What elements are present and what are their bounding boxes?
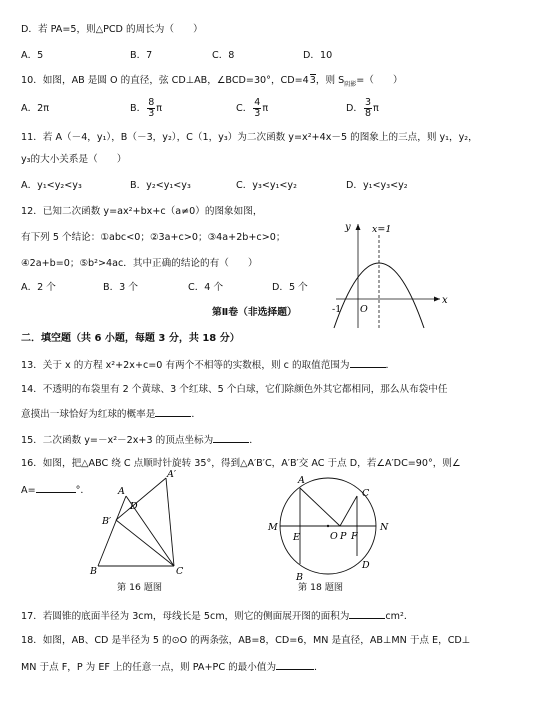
label-F: F <box>351 531 358 542</box>
q12-line-2: 有下列 5 个结论：①abc<0；②3a+c>0；③4a+2b+c>0； <box>21 232 286 243</box>
q10-option-d: D． $\frac{3}{8}$ π <box>346 96 379 119</box>
label-B: B <box>90 566 97 577</box>
q14-line-1: 14．不透明的布袋里有 2 个黄球、3 个红球、5 个白球，它们除颜色外其它都相同，那么从布袋中任 <box>21 384 448 395</box>
q12-line-1: 12．已知二次函数 y=ax²+bx+c（a≠0）的图象如图， <box>21 206 263 217</box>
label-D: D <box>130 501 138 512</box>
side-B1C <box>116 520 174 566</box>
q16-line-2: A= °． <box>21 485 90 496</box>
q11-option-a: A．y₁<y₂<y₃ <box>21 180 82 191</box>
label-M: M <box>268 522 278 533</box>
symmetry-axis-label: x=1 <box>372 224 392 235</box>
origin-label: O <box>360 304 368 315</box>
side-AB <box>98 496 126 566</box>
q18-figure-caption: 第 18 题图 <box>298 582 344 593</box>
q18-line-1: 18．如图，AB、CD 是半径为 5 的⊙O 的两条弦，AB=8，CD=6，MN 是直径，AB⊥MN 于点 E，CD⊥ <box>21 635 471 646</box>
q16-figure-caption: 第 16 题图 <box>117 582 163 593</box>
side-A1C <box>166 478 174 566</box>
q11-option-b: B．y₂<y₁<y₃ <box>130 180 191 191</box>
fill-in-heading: 二．填空题（共 6 小题，每题 3 分，共 18 分） <box>21 333 240 344</box>
q11-option-c: C．y₃<y₁<y₂ <box>236 180 297 191</box>
label-N: N <box>380 522 389 533</box>
q9-option-a: A．5 <box>21 50 44 61</box>
q11-line-2: y₃的大小关系是（ ） <box>21 154 127 165</box>
segment-PA <box>300 488 340 526</box>
q12-line-3: ④2a+b=0；⑤b²>4ac．其中正确的结论的有（ ） <box>21 258 258 269</box>
q9-option-c: C．8 <box>212 50 235 61</box>
neg-one-label: -1 <box>332 304 342 315</box>
label-A-prime: A′ <box>167 469 177 480</box>
q12-option-c: C．4 个 <box>188 282 224 293</box>
label-B-prime: B′ <box>102 516 112 527</box>
rotation-triangle-figure <box>86 468 196 580</box>
section-2-title: 第Ⅱ卷（非选择题） <box>212 307 297 318</box>
x-axis-label: x <box>442 295 448 306</box>
label-P: P <box>340 531 347 542</box>
q13-answer-blank <box>350 358 386 368</box>
shaded-subscript: 阴影 <box>344 80 357 88</box>
center-point <box>327 525 329 527</box>
q11-option-d: D．y₁<y₃<y₂ <box>346 180 408 191</box>
q10-stem: 10．如图，AB 是圆 O 的直径，弦 CD⊥AB，∠BCD=30°，CD=43，则 $S_{阴影}=$（ ） <box>21 75 403 88</box>
label-C: C <box>176 566 184 577</box>
q11-line-1: 11．若 A（－4，y₁），B（－3，y₂），C（1，y₃）为二次函数 y=x²+4x－5 的图象上的三点，则 y₁，y₂， <box>21 132 478 143</box>
q9-option-d: D．10 <box>303 50 333 61</box>
label-B: B <box>296 572 303 582</box>
side-A1B1 <box>116 478 166 520</box>
q18-answer-blank <box>276 660 314 670</box>
q9-statement-d: D．若 PA=5，则△PCD 的周长为（ ） <box>21 24 203 35</box>
label-A: A <box>298 475 305 486</box>
q16-answer-blank <box>36 483 76 493</box>
q15-line: 15．二次函数 y=－x²－2x+3 的顶点坐标为 ． <box>21 435 259 446</box>
circle-chords-figure <box>262 470 394 582</box>
q18-line-2: MN 于点 F，P 为 EF 上的任意一点，则 PA+PC 的最小值为 ． <box>21 662 324 673</box>
q16-line-1: 16．如图，把△ABC 绕 C 点顺时针旋转 35°，得到△A′B′C，A′B′交 AC 于点 D，若∠A′DC=90°，则∠ <box>21 458 461 469</box>
q15-answer-blank <box>213 433 249 443</box>
x-axis-arrow <box>434 297 440 302</box>
q17-line: 17．若圆锥的底面半径为 3cm，母线长是 5cm，则它的侧面展开图的面积为 cm²． <box>21 611 414 622</box>
q12-option-a: A．2 个 <box>21 282 56 293</box>
segment-PC <box>340 496 357 526</box>
q17-answer-blank <box>349 609 385 619</box>
q14-answer-blank <box>155 407 191 417</box>
label-E: E <box>293 532 300 543</box>
q10-option-a: A．2π <box>21 103 50 114</box>
q12-option-b: B．3 个 <box>103 282 138 293</box>
y-axis-arrow <box>356 224 361 230</box>
q13-line: 13．关于 x 的方程 x²+2x+c=0 有两个不相等的实数根，则 c 的取值范围为 ． <box>21 360 396 371</box>
q10-option-c: C． $\frac{4}{3}$ π <box>236 96 269 119</box>
q14-line-2: 意摸出一球恰好为红球的概率是 ． <box>21 409 201 420</box>
q9-option-b: B．7 <box>130 50 153 61</box>
label-O: O <box>330 531 338 542</box>
parabola-figure <box>330 220 450 332</box>
q10-option-b: B． $\frac{8}{3}$ π <box>130 96 163 119</box>
q12-option-d: D．5 个 <box>272 282 308 293</box>
label-A: A <box>118 486 125 497</box>
label-C: C <box>362 488 370 499</box>
y-axis-label: y <box>345 222 351 233</box>
sqrt-radicand: 3 <box>309 75 316 86</box>
label-D: D <box>362 560 370 571</box>
